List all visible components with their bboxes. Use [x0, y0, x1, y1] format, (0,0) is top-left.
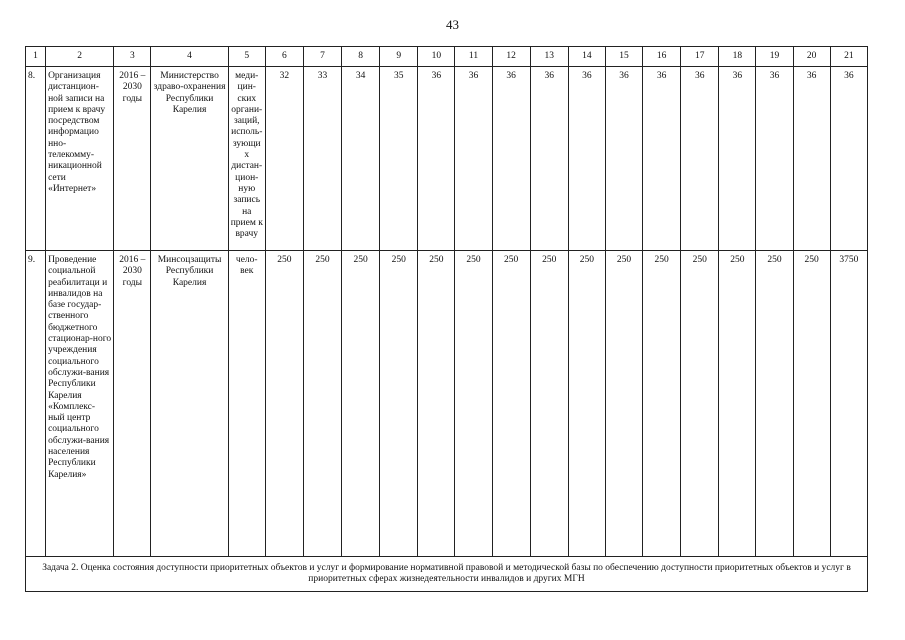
value-cell: 250: [265, 251, 303, 557]
activity-name: Проведение социальной реабилитаци и инвалидов на базе государ-ственного бюджетного стационар-ного учреждения социального обслужи-вания Республики Карелия «Комплекс-ный центр социального обслужи-вания населения Республики Карелия»: [46, 251, 114, 557]
column-header: 20: [793, 47, 830, 67]
value-cell: 36: [492, 67, 530, 251]
program-table: [25, 46, 868, 592]
value-cell: 250: [605, 251, 642, 557]
value-cell: 250: [530, 251, 568, 557]
column-header: 17: [681, 47, 719, 67]
period: 2016 – 2030 годы: [114, 251, 151, 557]
column-header: 16: [643, 47, 681, 67]
value-cell: 250: [342, 251, 380, 557]
value-cell: 32: [265, 67, 303, 251]
row-number: 8.: [26, 67, 46, 251]
value-cell: 36: [793, 67, 830, 251]
value-cell: 36: [568, 67, 605, 251]
column-header: 1: [26, 47, 46, 67]
executor: Министерство здраво-охранения Республики Карелия: [151, 67, 228, 251]
column-header: 14: [568, 47, 605, 67]
value-cell: 250: [643, 251, 681, 557]
value-cell: 250: [719, 251, 756, 557]
unit: чело-век: [228, 251, 265, 557]
column-number-row: [26, 47, 868, 67]
value-cell: 36: [643, 67, 681, 251]
column-header: 3: [114, 47, 151, 67]
column-header: 19: [756, 47, 793, 67]
table-row: [26, 67, 868, 251]
task-heading: Задача 2. Оценка состояния доступности приоритетных объектов и услуг и формирование нормативной правовой и методической базы по обеспечению доступности приоритетных объектов и услуг в приоритетных сферах жизнедеятельности инвалидов и других МГН: [26, 557, 868, 592]
column-header: 15: [605, 47, 642, 67]
row-number: 9.: [26, 251, 46, 557]
value-cell: 35: [380, 67, 418, 251]
value-cell: 36: [530, 67, 568, 251]
value-cell: 250: [455, 251, 492, 557]
value-cell: 250: [418, 251, 455, 557]
value-cell: 36: [756, 67, 793, 251]
value-cell: 36: [605, 67, 642, 251]
activity-name: Организация дистанцион-ной записи на прием к врачу посредством информацио нно-телекомму-никационной сети «Интернет»: [46, 67, 114, 251]
column-header: 5: [228, 47, 265, 67]
value-cell: 250: [793, 251, 830, 557]
column-header: 7: [303, 47, 341, 67]
column-header: 4: [151, 47, 228, 67]
value-cell: 36: [830, 67, 867, 251]
value-cell: 250: [380, 251, 418, 557]
table-row: [26, 251, 868, 557]
period: 2016 – 2030 годы: [114, 67, 151, 251]
value-cell: 250: [303, 251, 341, 557]
page-number: 43: [446, 17, 459, 32]
column-header: 8: [342, 47, 380, 67]
column-header: 10: [418, 47, 455, 67]
column-header: 12: [492, 47, 530, 67]
value-cell: 36: [681, 67, 719, 251]
value-cell: 250: [681, 251, 719, 557]
task-row: [26, 557, 868, 592]
column-header: 6: [265, 47, 303, 67]
value-cell: 250: [568, 251, 605, 557]
unit: меди-цин-ских органи-заций, исполь-зующих дистан-цион-ную запись на прием к врачу: [228, 67, 265, 251]
column-header: 18: [719, 47, 756, 67]
value-cell: 36: [719, 67, 756, 251]
value-cell: 36: [455, 67, 492, 251]
column-header: 9: [380, 47, 418, 67]
value-cell: 36: [418, 67, 455, 251]
column-header: 13: [530, 47, 568, 67]
value-cell: 3750: [830, 251, 867, 557]
column-header: 11: [455, 47, 492, 67]
value-cell: 33: [303, 67, 341, 251]
executor: Минсоцзащиты Республики Карелия: [151, 251, 228, 557]
column-header: 2: [46, 47, 114, 67]
value-cell: 34: [342, 67, 380, 251]
column-header: 21: [830, 47, 867, 67]
value-cell: 250: [492, 251, 530, 557]
value-cell: 250: [756, 251, 793, 557]
